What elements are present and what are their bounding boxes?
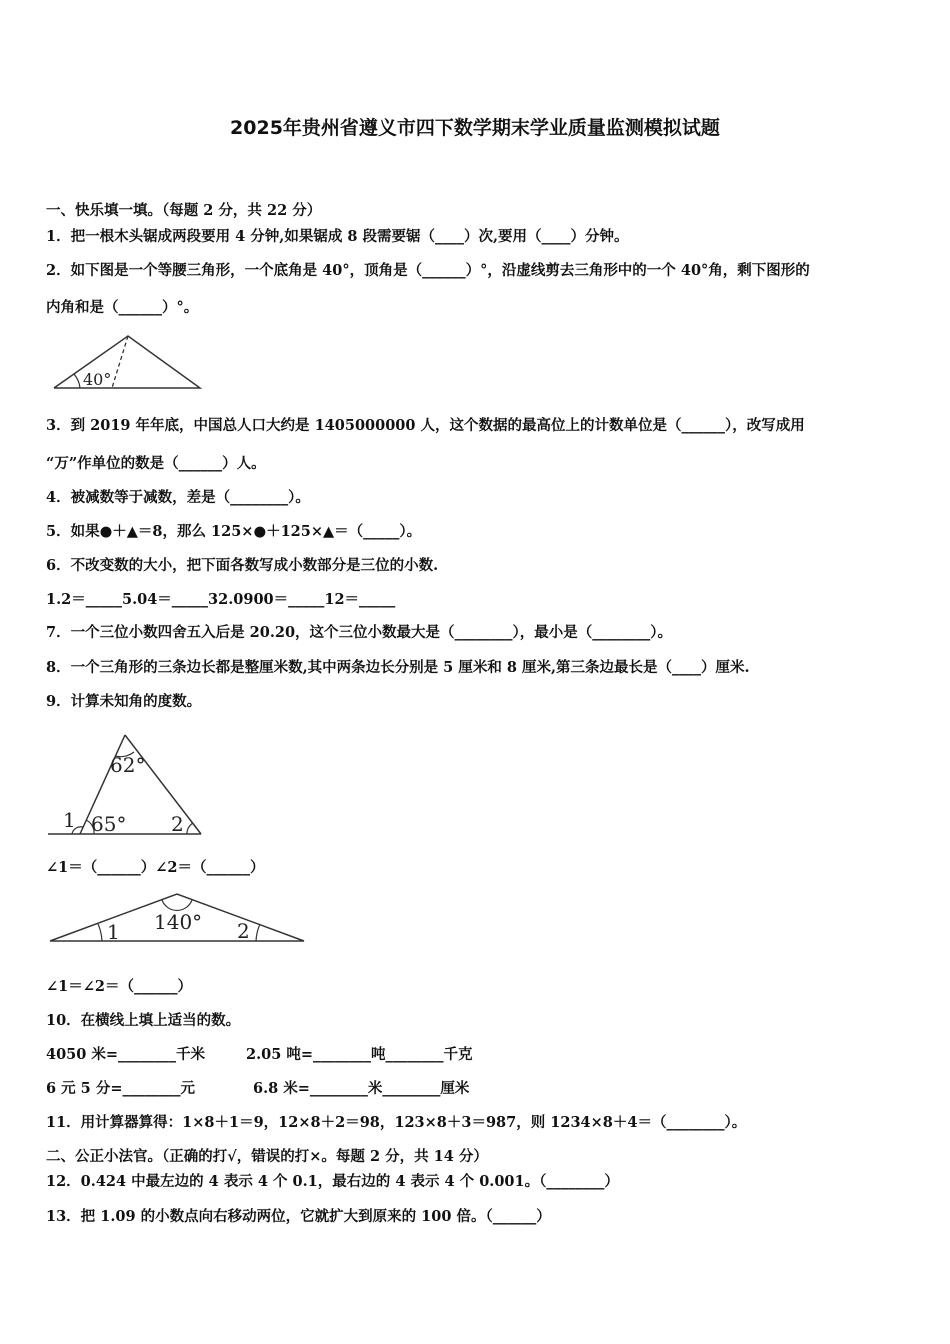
question-12: 12．0.424 中最左边的 4 表示 4 个 0.1，最右边的 4 表示 4 个 0.001。（________） (46, 1173, 619, 1190)
question-6: 6．不改变数的大小，把下面各数写成小数部分是三位的小数. (46, 557, 439, 574)
section-2-heading: 二、公正小法官。（正确的打√，错误的打×。每题 2 分，共 14 分） (46, 1148, 488, 1165)
question-10-row-2b: 6.8 米=________米________厘米 (253, 1080, 470, 1097)
question-10-row-2a: 6 元 5 分=________元 (46, 1080, 195, 1097)
question-10-row-1a: 4050 米=________千米 (46, 1046, 206, 1063)
angle-40-label: 40° (83, 370, 112, 389)
question-7: 7．一个三位小数四舍五入后是 20.20，这个三位小数最大是（________），最小是（________）。 (46, 624, 673, 641)
question-3-line-1: 3．到 2019 年年底，中国总人口大约是 1405000000 人，这个数据的最高位上的计数单位是（______），改写成用 (46, 417, 805, 434)
angle-2-label: 2 (171, 812, 184, 836)
triangle-62-65-figure (44, 730, 209, 840)
question-11: 11．用计算器算得：1×8＋1＝9，12×8＋2＝98，123×8＋3＝987，则 1234×8＋4＝（________）。 (46, 1114, 747, 1131)
question-9-answer-a: ∠1＝（______）∠2＝（______） (46, 859, 265, 876)
question-3-line-2: “万”作单位的数是（______）人。 (46, 455, 266, 472)
section-1-heading: 一、快乐填一填。（每题 2 分，共 22 分） (46, 202, 322, 219)
question-9-answer-b: ∠1＝∠2＝（______） (46, 978, 192, 995)
page-title: 2025年贵州省遵义市四下数学期末学业质量监测模拟试题 (230, 117, 720, 139)
question-6-blanks: 1.2＝_____5.04＝_____32.0900＝_____12＝_____ (46, 591, 396, 608)
question-2-line-2: 内角和是（______）°。 (46, 299, 199, 316)
question-10: 10．在横线上填上适当的数。 (46, 1012, 241, 1029)
angle-62-label: 62° (110, 753, 146, 777)
angle-65-label: 65° (91, 812, 127, 836)
question-5: 5．如果●＋▲＝8，那么 125×●＋125×▲＝（_____）。 (46, 523, 422, 540)
angle-140-label: 140° (154, 910, 203, 934)
isosceles-triangle-figure (50, 332, 205, 392)
question-8: 8．一个三角形的三条边长都是整厘米数,其中两条边长分别是 5 厘米和 8 厘米,第三条边最长是（____）厘米. (46, 659, 750, 676)
question-2-line-1: 2．如下图是一个等腰三角形，一个底角是 40°，顶角是（______）°，沿虚线剪去三角形中的一个 40°角，剩下图形的 (46, 262, 810, 279)
obtuse-angle-1-label: 1 (107, 920, 120, 944)
question-4: 4．被减数等于减数，差是（________）。 (46, 489, 310, 506)
angle-1-label: 1 (63, 808, 76, 832)
question-1: 1．把一根木头锯成两段要用 4 分钟,如果锯成 8 段需要锯（____）次,要用（____）分钟。 (46, 228, 629, 245)
question-9: 9．计算未知角的度数。 (46, 693, 202, 710)
obtuse-triangle-figure (46, 890, 308, 946)
question-10-row-1b: 2.05 吨=________吨________千克 (246, 1046, 473, 1063)
obtuse-angle-2-label: 2 (237, 919, 250, 943)
question-13: 13．把 1.09 的小数点向右移动两位，它就扩大到原来的 100 倍。（______） (46, 1208, 551, 1225)
